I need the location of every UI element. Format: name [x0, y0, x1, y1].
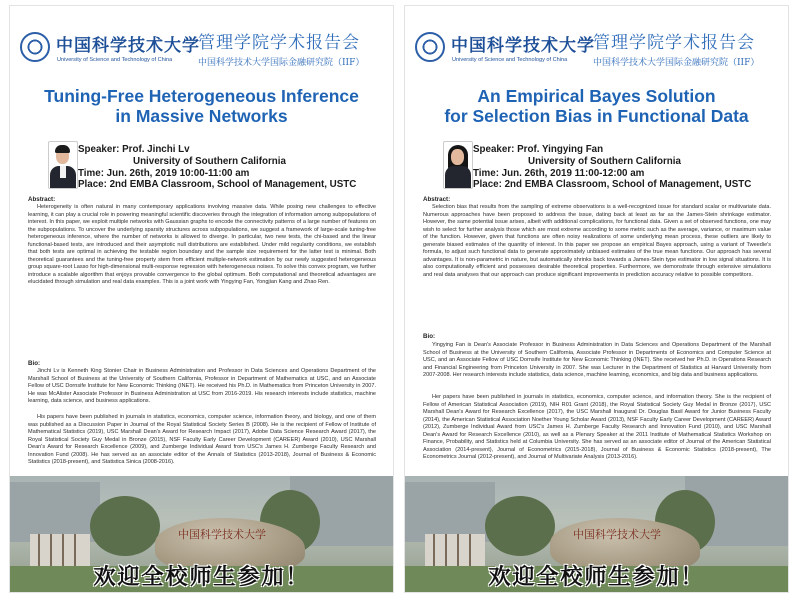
university-name-en: University of Science and Technology of China — [452, 57, 568, 63]
abstract-heading: Abstract: — [28, 196, 56, 203]
university-name-en: University of Science and Technology of China — [57, 57, 173, 63]
speaker-photo — [48, 141, 78, 189]
campus-photo-footer — [10, 476, 393, 592]
talk-place: Place: 2nd EMBA Classroom, School of Management, USTC — [473, 179, 752, 191]
ustc-logo-icon — [20, 32, 50, 62]
abstract-text: Heterogeneity is often natural in many contemporary applications involving massive data. While posing new challenges to effective learning, it can play a crucial role in powering meaningful scientific discoveries through the integration of information among subpopulations of interest. In this paper, we exploit multiple networks with Gaussian graphs to encode the connectivity patterns of a large number of features on the subpopulations. To uncover the underlying sparsity structures across subpopulations, we suggest a framework of large-scale tuning-free heterogeneous inference, where the number of networks is allowed to diverge. In particular, two new tests, the chi-based and the linear functional-based tests, are introduced and their asymptotic null distributions are established. Under mild regularity conditions, we establish that both tests are optimal in achieving the testable region boundary and the sample size requirement for the latter test is minimal. Both theoretical guarantees and the tuning-free property stem from efficient multiple-network estimation by our newly suggested heterogeneous group square-root Lasso for high-dimensional multi-response regression with heterogeneous noises. To solve this convex program, we further introduce a scalable algorithm that enjoys provable convergence to the global optimum. Both computational and theoretical advantages are elucidated through simulation and real data examples. This is a joint work with Yingying Fan, Yongjian Kang and Zhao Ren. — [28, 204, 376, 286]
welcome-banner: 欢迎全校师生参加！ — [93, 565, 310, 590]
speaker-info — [473, 144, 751, 191]
poster-header — [10, 6, 393, 86]
talk-time: Time: Jun. 26th, 2019 11:00-12:00 am — [473, 167, 645, 179]
speaker-photo — [443, 141, 473, 189]
talk-title: An Empirical Bayes Solution for Selection Bias in Functional Data — [444, 86, 749, 126]
institute-name-cn: 中国科学技术大学国际金融研究院（IIF） — [198, 58, 365, 68]
university-name-cn: 中国科学技术大学 — [56, 36, 200, 56]
talk-title: Tuning-Free Heterogeneous Inference in Massive Networks — [44, 86, 359, 126]
institute-name-cn: 中国科学技术大学国际金融研究院（IIF） — [593, 58, 760, 68]
speaker-affiliation: University of Southern California — [528, 155, 681, 167]
talk-place: Place: 2nd EMBA Classroom, School of Management, USTC — [78, 179, 357, 191]
poster-header — [405, 6, 788, 86]
seminar-title-cn: 管理学院学术报告会 — [198, 33, 360, 53]
bio-paragraph-1: Jinchi Lv is Kenneth King Stonier Chair in Business Administration and Professor in Data Sciences and Operations Department of the Marshall School of Business at the University of Southern California, Professor in Department of Mathematics at USC, and an Associate Fellow of USC Dornsife Institute for New Economic Thinking (INET). He received his Ph.D. in Mathematics from Princeton University in 2007. He was McAlister Associate Professor in Business Administration at USC from 2016-2019. His research interests include statistics, machine learning, data science, and business applications. — [28, 368, 376, 405]
bio-paragraph-1: Yingying Fan is Dean's Associate Professor in Business Administration in Data Sciences and Operations Department of the Marshall School of Business at the University of Southern California, Associate Professor in Departments of Economics and Computer Science at USC, and an Associate Fellow of USC Dornsife Institute for New Economic Thinking (INET). She received her Ph.D. in Operations Research and Financial Engineering from Princeton University in 2007. She was Lecturer in the Department of Statistics at Harvard University from 2007-2008. Her research interests include statistics, data science, machine learning, economics, and big data and business applications. — [423, 342, 771, 379]
ustc-logo-icon — [415, 32, 445, 62]
bio-heading: Bio: — [423, 333, 436, 340]
poster-right — [405, 6, 788, 592]
speaker-name: Speaker: Prof. Jinchi Lv — [78, 144, 190, 155]
abstract-heading: Abstract: — [423, 196, 451, 203]
talk-time: Time: Jun. 26th, 2019 10:00-11:00 am — [78, 167, 250, 179]
campus-photo-footer — [405, 476, 788, 592]
speaker-name: Speaker: Prof. Yingying Fan — [473, 144, 604, 155]
bio-heading: Bio: — [28, 360, 41, 367]
university-name-cn: 中国科学技术大学 — [451, 36, 595, 56]
seminar-title-cn: 管理学院学术报告会 — [593, 33, 755, 53]
welcome-banner: 欢迎全校师生参加！ — [488, 565, 705, 590]
rock-inscription: 中国科学技术大学 — [178, 528, 266, 541]
rock-inscription: 中国科学技术大学 — [573, 528, 661, 541]
speaker-affiliation: University of Southern California — [133, 155, 286, 167]
bio-paragraph-2: His papers have been published in journals in statistics, economics, computer science, information theory, and biology, and one of them was published as a Discussion Paper in Journal of the Royal Statistical Society Series B (2008). He is the recipient of Fellow of Institute of Mathematical Statistics (2019), USC Marshall Dean's Award for Research Impact (2017), Adobe Data Science Research Award (2017), the Royal Statistical Society Guy Medal in Bronze (2015), NSF Faculty Early Career Development (CAREER) Award (2010), USC Marshall Dean's Award for Research Excellence (2009), and Zumberge Individual Award from USC's James H. Zumberge Faculty Research and Innovation Fund (2008). He has served as an associate editor of the Annals of Statistics (2013-2018), Journal of Business & Economic Statistics (2018-present), and Statistica Sinica (2008-2016). — [28, 414, 376, 466]
poster-left — [10, 6, 393, 592]
bio-paragraph-2: Her papers have been published in journals in statistics, economics, computer science, and information theory. She is the recipient of Fellow of American Statistical Association (2019), NIH R01 Grant (2018), the Royal Statistical Society Guy Medal in Bronze (2017), USC Marshall Dean's Award for Research Excellence (2017), the USC Marshall Inaugural Dr. Douglas Basil Award for Junior Business Faculty (2014), the American Statistical Association Noether Young Scholar Award (2013), NSF Faculty Early Career Development (CAREER) Award (2012), Zumberge Individual Award from USC's James H. Zumberge Faculty Research and Innovation Fund (2010), and USC Marshall Dean's Award for Research Excellence (2010), as well as a Plenary Speaker at the 2011 Institute of Mathematical Statistics Workshop on Finance, Probability, and Statistics held at Columbia University. She has served as an associate editor of Journal of the American Statistical Association (2014-present), Journal of Econometrics (2015-2018), Journal of Business & Economic Statistics (2018-present), The Econometrics Journal (2012-present), and Journal of Multivariate Analysis (2013-2016). — [423, 394, 771, 461]
speaker-info — [78, 144, 356, 191]
abstract-text: Selection bias that results from the sampling of extreme observations is a well-recognized issue for standard scalar or multivariate data. Numerous approaches have been proposed to address the issue, dating back at least as far as the James-Stein shrinkage estimator. However, the same potential issue arises, albeit with additional complications, for functional data. Given a set of observed functions, one may wish to select for further analysis those which are most extreme according to some metric such as the average, variance, or maximum value of the function. However, given that functions are often noisy realizations of some underlying mean process, these outliers are likely to generate biased estimates of the quantity of interest. In this paper we propose an empirical Bayes approach, using a variant of Tweedie's formula, to adjust such functional data to generate approximately unbiased estimates of the true mean functions. Our approach has several advantages. It is non-parametric in nature, but automatically shrinks back towards a James-Stein type estimator in low signal situations. It is also computationally efficient and possesses desirable theoretical properties. Furthermore, we demonstrate through extensive simulations and real data analyses that our approach can produce significant improvements in prediction accuracy relative to possible competitors. — [423, 204, 771, 278]
